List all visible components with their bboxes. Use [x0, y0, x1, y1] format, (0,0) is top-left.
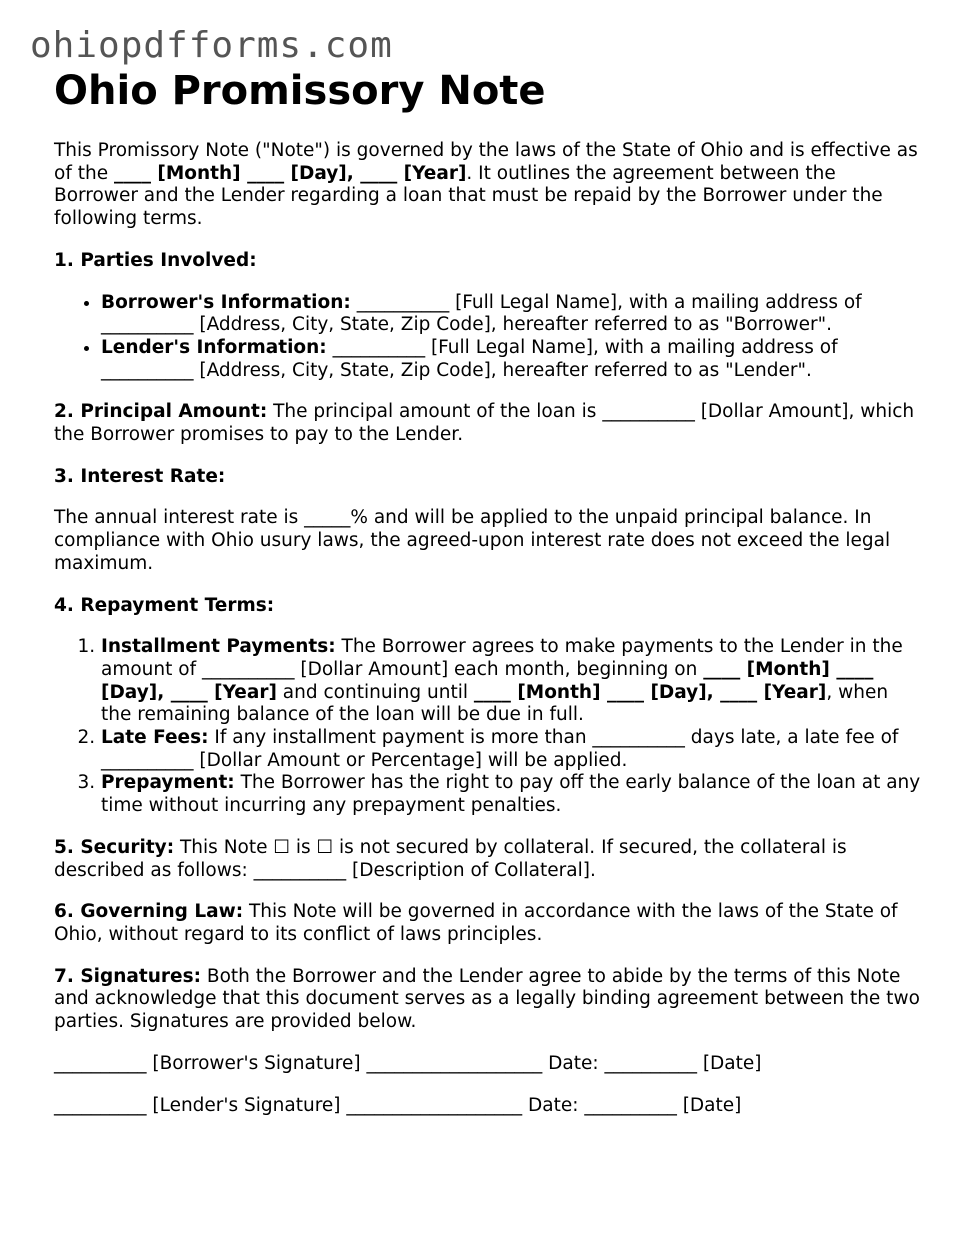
borrower-signature-line: __________ [Borrower's Signature] ___________________ Date: __________ [Date] — [54, 1052, 762, 1074]
document-body — [54, 140, 924, 1136]
list-item: 2. Late Fees: If any installment payment is more than __________ days late, a late fee of __________ [Dollar Amount or Percentage] will be applied. — [101, 727, 924, 772]
list-item: • Borrower's Information: __________ [Full Legal Name], with a mailing address of __________ [Address, City, State, Zip Code], hereafter referred to as "Borrower". — [101, 292, 924, 337]
section-parties-heading: 1. Parties Involved: — [54, 249, 257, 271]
section-principal: 2. Principal Amount: The principal amount of the loan is __________ [Dollar Amount], which the Borrower promises to pay to the Lender. — [54, 401, 915, 446]
lender-signature-line: __________ [Lender's Signature] ___________________ Date: __________ [Date] — [54, 1094, 742, 1116]
list-item: 3. Prepayment: The Borrower has the right to pay off the early balance of the loan at any time without incurring any prepayment penalties. — [101, 772, 924, 817]
intro-paragraph: This Promissory Note ("Note") is governed by the laws of the State of Ohio and is effective as of the ____ [Month] ____ [Day], ____ [Year]. It outlines the agreement between the Borrower and the Lender regarding a loan that must be repaid by the Borrower under the following terms. — [54, 140, 918, 230]
site-watermark: ohiopdfforms.com — [30, 25, 393, 66]
page-title: Ohio Promissory Note — [54, 68, 546, 114]
section-repayment-heading: 4. Repayment Terms: — [54, 594, 275, 616]
section-signatures: 7. Signatures: Both the Borrower and the Lender agree to abide by the terms of this Note and acknowledge that this document serves as a legally binding agreement between the two parties. Signatures are provided below. — [54, 965, 920, 1033]
section-security: 5. Security: This Note ☐ is ☐ is not secured by collateral. If secured, the collateral is described as follows: __________ [Description of Collateral]. — [54, 836, 847, 881]
list-item: 1. Installment Payments: The Borrower agrees to make payments to the Lender in the amount of __________ [Dollar Amount] each month, beginning on ____ [Month] ____ [Day], ____ [Year] and continuing until ____ [Month] ____ [Day], ____ [Year], when the remaining balance of the loan will be due in full. — [101, 636, 924, 727]
interest-paragraph: The annual interest rate is _____% and will be applied to the unpaid principal balance. In compliance with Ohio usury laws, the agreed-upon interest rate does not exceed the legal maximum. — [54, 507, 891, 574]
section-governing-law: 6. Governing Law: This Note will be governed in accordance with the laws of the State of Ohio, without regard to its conflict of laws principles. — [54, 901, 898, 945]
section-interest-heading: 3. Interest Rate: — [54, 465, 226, 487]
parties-list — [54, 292, 924, 383]
list-item: • Lender's Information: __________ [Full Legal Name], with a mailing address of __________ [Address, City, State, Zip Code], hereafter referred to as "Lender". — [101, 337, 924, 382]
repayment-list — [54, 636, 924, 818]
